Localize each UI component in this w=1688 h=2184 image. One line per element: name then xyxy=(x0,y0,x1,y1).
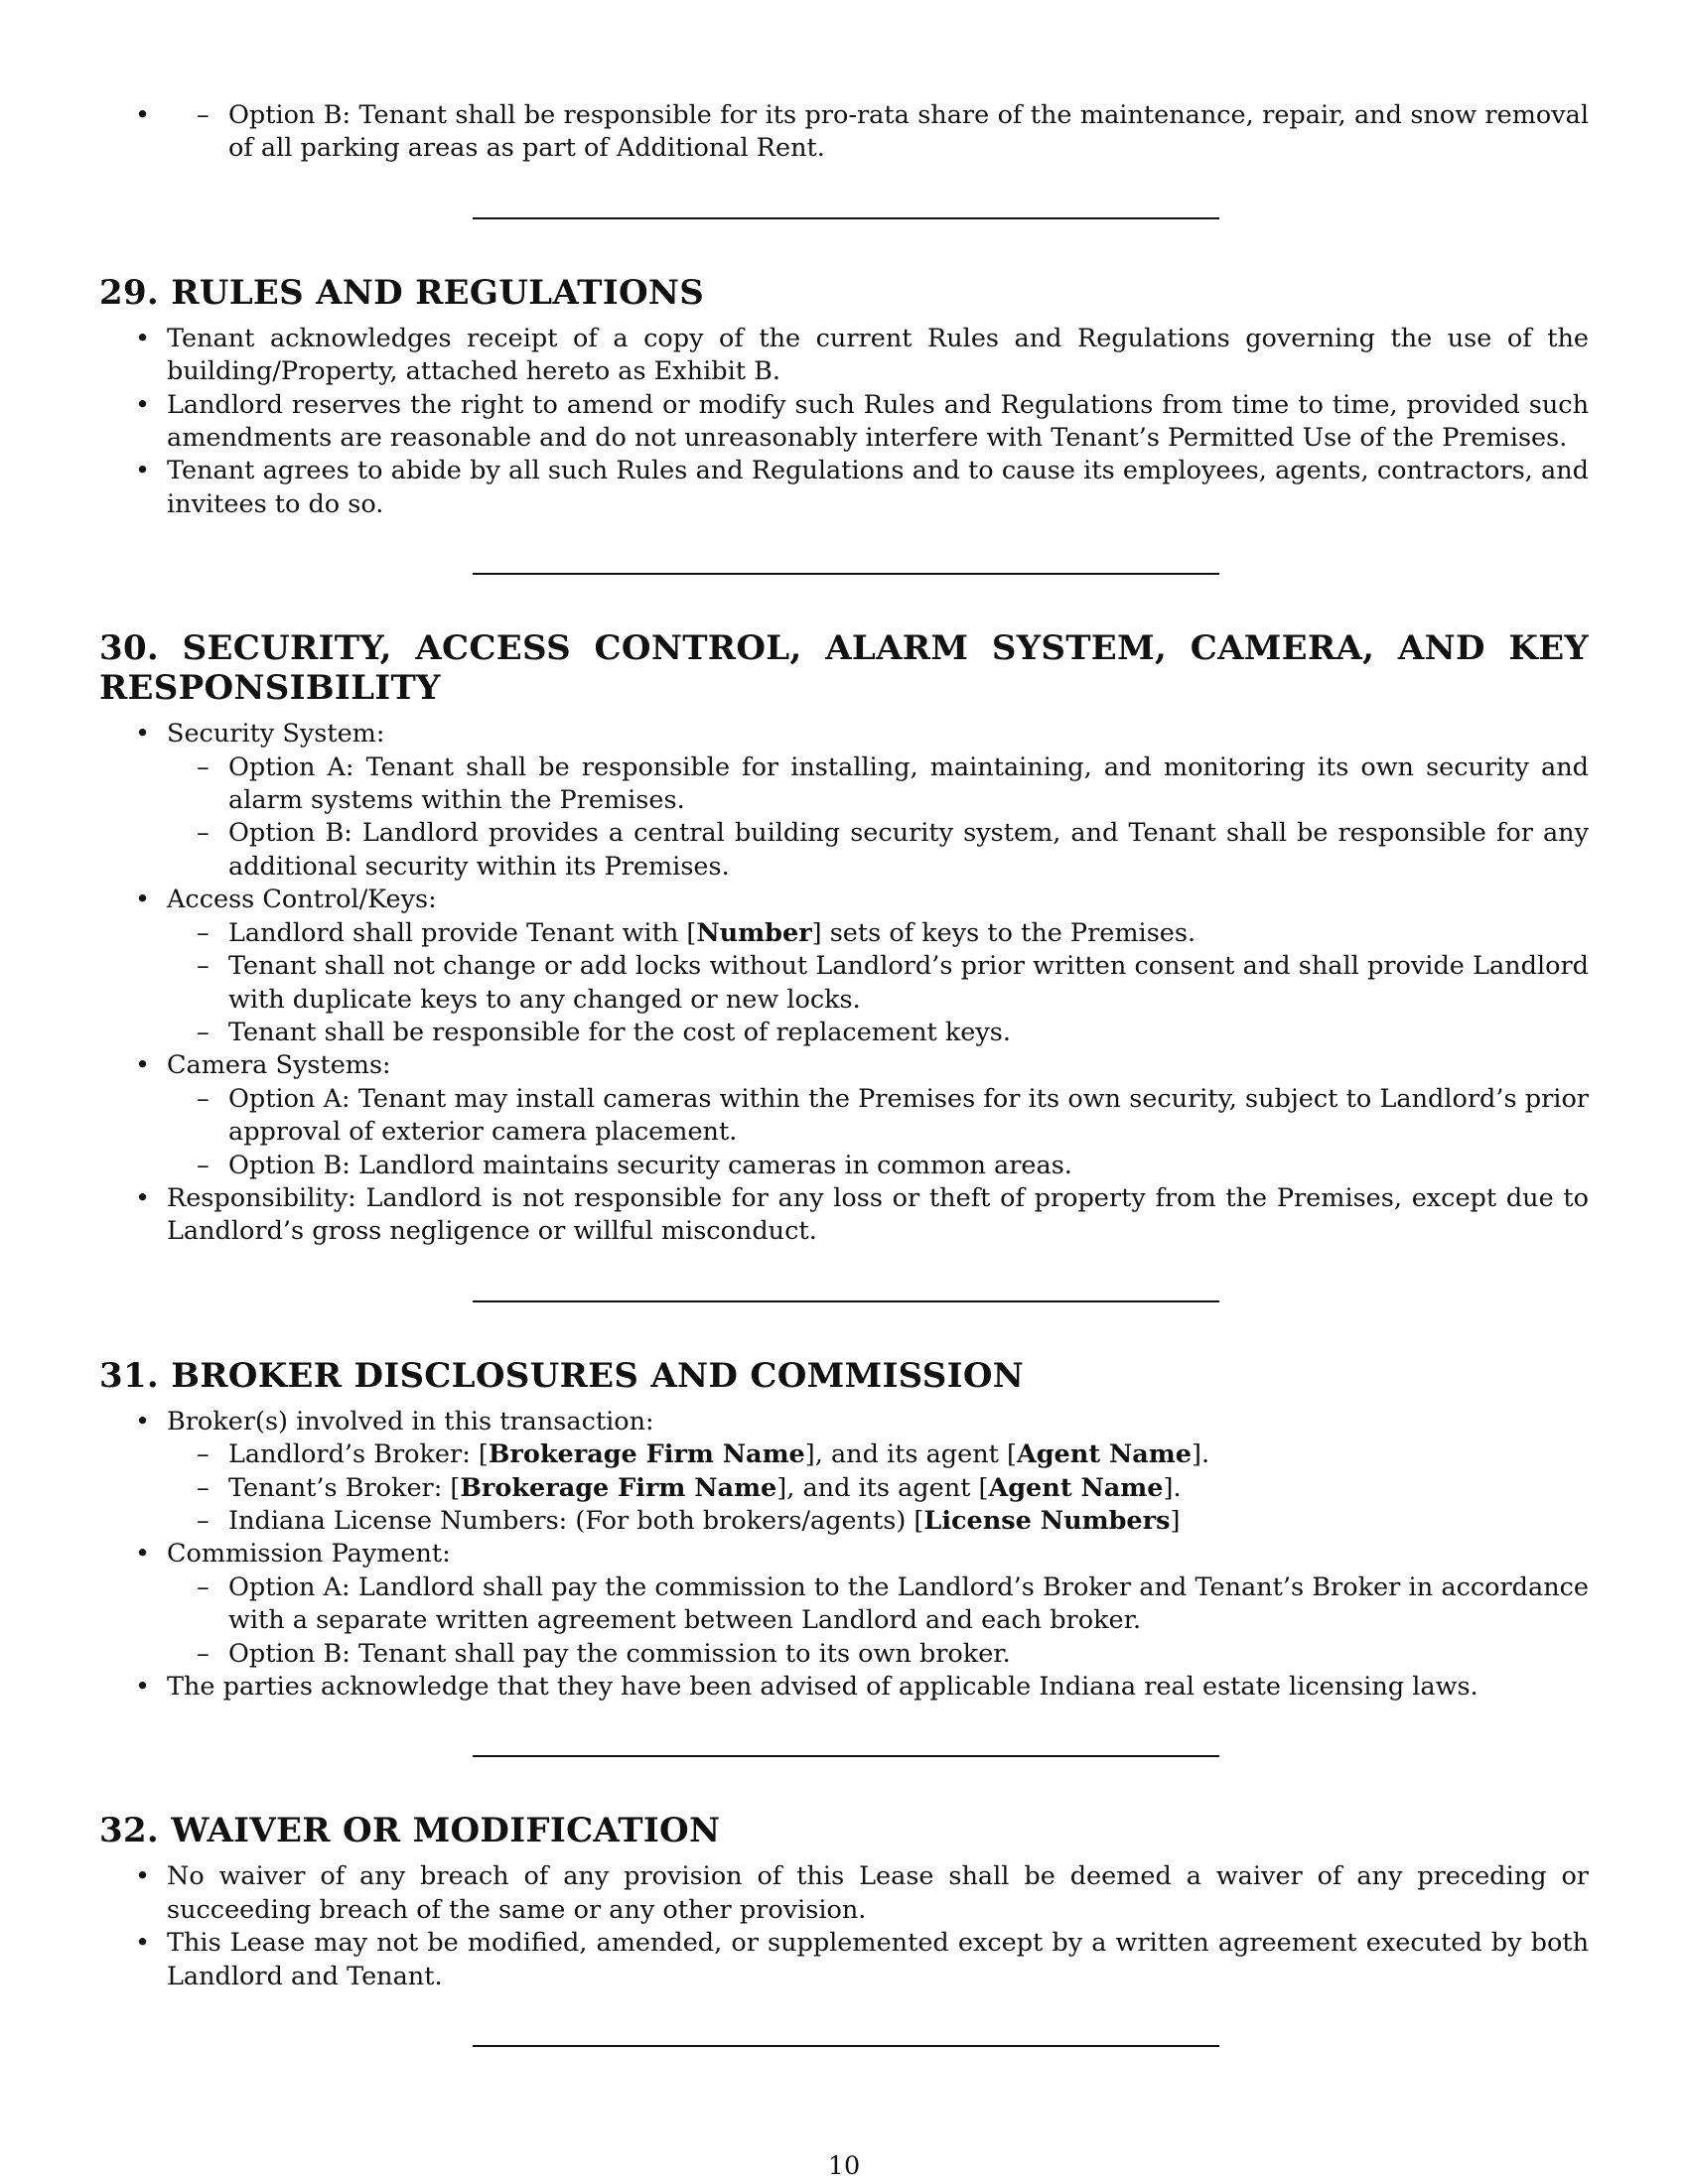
commission-label: Commission Payment: xyxy=(167,1539,451,1570)
list-item: – Indiana License Numbers: (For both brokers/agents) [License Numbers] xyxy=(99,1505,1589,1538)
camera-systems-label: Camera Systems: xyxy=(167,1050,391,1081)
list-item: – Option A: Tenant may install cameras within the Premises for its own security, subject to Landlord’s prior approval of exterior camera placement. xyxy=(99,1083,1589,1150)
list-item: • Landlord reserves the right to amend or modify such Rules and Regulations from time to time, provided such amendments are reasonable and do not unreasonably interfere with Tenant’s Permitted Use of the Premises. xyxy=(99,389,1589,456)
list-item xyxy=(99,1406,1589,1539)
list-item: – Landlord shall provide Tenant with [Number] sets of keys to the Premises. xyxy=(99,917,1589,950)
list-item: – Landlord’s Broker: [Brokerage Firm Name], and its agent [Agent Name]. xyxy=(99,1438,1589,1471)
section-32-heading: 32. WAIVER OR MODIFICATION xyxy=(99,1811,721,1851)
agent-name-placeholder: Agent Name xyxy=(988,1472,1164,1503)
section-29-heading: 29. RULES AND REGULATIONS xyxy=(99,272,705,313)
license-numbers-placeholder: License Numbers xyxy=(923,1505,1171,1536)
list-item xyxy=(99,884,1589,1049)
list-item: • Responsibility: Landlord is not responsible for any loss or theft of property from the Premises, except due to Landlord’s gross negligence or willful misconduct. xyxy=(99,1182,1589,1249)
section-31-list xyxy=(99,1406,1589,1705)
security-system-label: Security System: xyxy=(167,719,385,750)
list-item: – Tenant shall be responsible for the cost of replacement keys. xyxy=(99,1017,1589,1049)
list-item xyxy=(99,1049,1589,1182)
section-divider xyxy=(473,573,1219,575)
list-item: • Tenant agrees to abide by all such Rules and Regulations and to cause its employees, agents, contractors, and invitees to do so. xyxy=(99,455,1589,521)
section-29-list xyxy=(99,323,1589,521)
list-item: • Tenant acknowledges receipt of a copy of the current Rules and Regulations governing the use of the building/Property, attached hereto as Exhibit B. xyxy=(99,323,1589,389)
section-32-list xyxy=(99,1860,1589,1993)
list-item: • The parties acknowledge that they have been advised of applicable Indiana real estate licensing laws. xyxy=(99,1671,1589,1704)
section-divider xyxy=(473,1755,1219,1757)
list-item: – Option A: Tenant shall be responsible for installing, maintaining, and monitoring its own security and alarm systems within the Premises. xyxy=(99,751,1589,818)
list-item xyxy=(99,1538,1589,1671)
keys-number-placeholder: Number xyxy=(696,917,812,948)
brokerage-firm-placeholder: Brokerage Firm Name xyxy=(488,1439,805,1470)
continued-list xyxy=(99,99,1589,166)
section-31-heading: 31. BROKER DISCLOSURES AND COMMISSION xyxy=(99,1355,1025,1396)
list-item: – • Option B: Tenant shall be responsible for its pro-rata share of the maintenance, repair, and snow removal of all parking areas as part of Additional Rent. xyxy=(99,99,1589,166)
brokers-label: Broker(s) involved in this transaction: xyxy=(167,1406,654,1436)
section-30-heading: 30. SECURITY, ACCESS CONTROL, ALARM SYSTEM, CAMERA, AND KEY RESPONSIBILITY xyxy=(99,628,1589,709)
continued-item xyxy=(99,99,1589,166)
page-number: 10 xyxy=(827,2151,861,2181)
list-item: – Option A: Landlord shall pay the commission to the Landlord’s Broker and Tenant’s Broker in accordance with a separate written agreement between Landlord and each broker. xyxy=(99,1571,1589,1638)
section-divider xyxy=(473,1300,1219,1302)
list-item: – Tenant shall not change or add locks without Landlord’s prior written consent and shall provide Landlord with duplicate keys to any changed or new locks. xyxy=(99,950,1589,1017)
list-item: – Option B: Landlord maintains security cameras in common areas. xyxy=(99,1150,1589,1182)
page-content xyxy=(99,99,1589,2101)
section-divider xyxy=(473,217,1219,219)
access-control-label: Access Control/Keys: xyxy=(167,885,437,915)
list-item: • No waiver of any breach of any provision of this Lease shall be deemed a waiver of any preceding or succeeding breach of the same or any other provision. xyxy=(99,1860,1589,1927)
list-item xyxy=(99,718,1589,884)
list-item: – Tenant’s Broker: [Brokerage Firm Name], and its agent [Agent Name]. xyxy=(99,1472,1589,1505)
section-divider xyxy=(473,2045,1219,2047)
list-item: – Option B: Tenant shall pay the commission to its own broker. xyxy=(99,1638,1589,1671)
list-item: • This Lease may not be modified, amended, or supplemented except by a written agreement executed by both Landlord and Tenant. xyxy=(99,1927,1589,1993)
list-item: – Option B: Landlord provides a central building security system, and Tenant shall be responsible for any additional security within its Premises. xyxy=(99,817,1589,884)
section-30-list xyxy=(99,718,1589,1249)
agent-name-placeholder: Agent Name xyxy=(1016,1439,1193,1470)
brokerage-firm-placeholder: Brokerage Firm Name xyxy=(460,1472,777,1503)
